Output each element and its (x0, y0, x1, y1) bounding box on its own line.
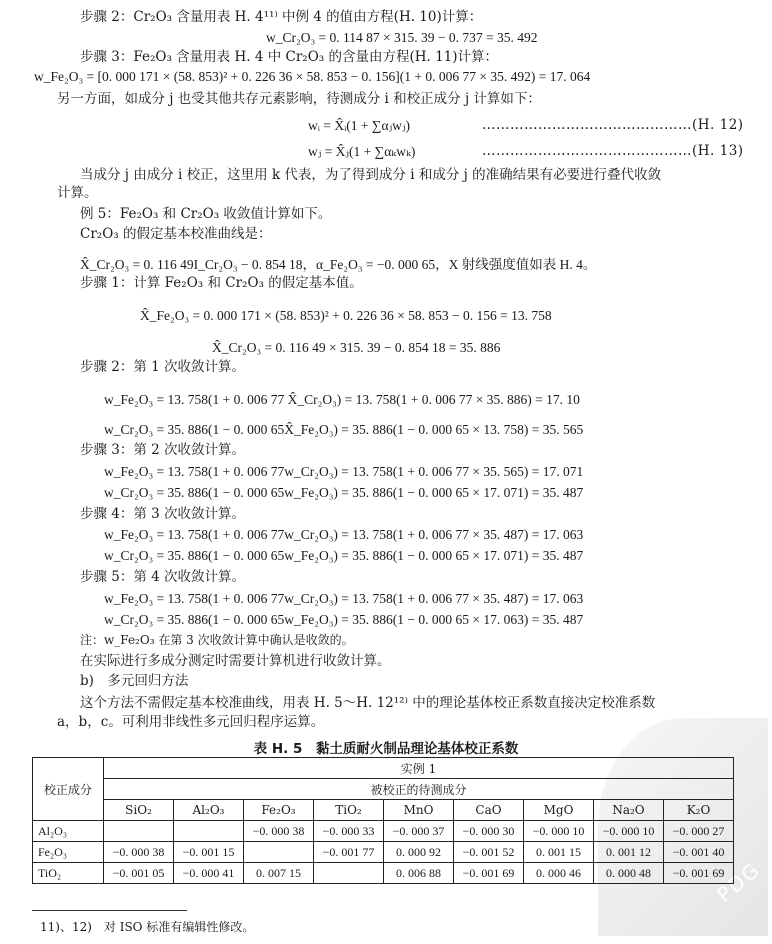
step4-heading: 步骤 4：第 3 次收敛计算。 (80, 506, 246, 522)
equation-x-fe2o3: X̂_Fe₂O₃ = 0. 000 171 × (58. 853)² + 0. 226 36 × 58. 853 − 0. 156 = 13. 758 (140, 308, 552, 323)
table-cell: 0. 000 46 (524, 863, 594, 884)
equation-h13-number: ………………………………………(H. 13) (482, 143, 744, 159)
step3b-heading: 步骤 3：第 2 次收敛计算。 (80, 442, 246, 458)
column-header: Na₂O (594, 800, 664, 821)
section-b-heading: b) 多元回归方法 (80, 673, 189, 689)
equation-h12: wᵢ = X̂ᵢ(1 + ∑αⱼwⱼ) (308, 118, 410, 133)
table-cell: 0. 000 92 (384, 842, 454, 863)
column-header: TiO₂ (314, 800, 384, 821)
table-row (33, 821, 734, 842)
row-header-cell: 校正成分 (33, 758, 104, 821)
step2-heading: 步骤 2：Cr₂O₃ 含量用表 H. 4¹¹⁾ 中例 4 的值由方程(H. 10)计算： (80, 9, 483, 25)
table-cell: 0. 001 15 (524, 842, 594, 863)
column-header: Fe₂O₃ (244, 800, 314, 821)
column-header: Al₂O₃ (174, 800, 244, 821)
table-cell (314, 863, 384, 884)
table-cell: −0. 000 10 (524, 821, 594, 842)
paragraph-iteration-end: 计算。 (57, 185, 98, 201)
table-cell: 0. 001 12 (594, 842, 664, 863)
table-cell: −0. 001 77 (314, 842, 384, 863)
column-header: K₂O (664, 800, 734, 821)
watermark-text: PDG (712, 857, 765, 907)
column-header: CaO (454, 800, 524, 821)
iter3-cr2o3: w_Cr₂O₃ = 35. 886(1 − 0. 000 65w_Fe₂O₃) = 35. 886(1 − 0. 000 65 × 17. 071) = 35. 487 (104, 548, 584, 563)
calibration-curve-equation: X̂_Cr₂O₃ = 0. 116 49I_Cr₂O₃ − 0. 854 18，α_Fe₂O₃ = −0. 000 65，X 射线强度值如表 H. 4。 (80, 257, 597, 272)
equation-h13: wⱼ = X̂ⱼ(1 + ∑αₖwₖ) (308, 144, 416, 159)
convergence-note: 注：w_Fe₂O₃ 在第 3 次收敛计算中确认是收敛的。 (80, 633, 354, 647)
equation-x-cr2o3: X̂_Cr₂O₃ = 0. 116 49 × 315. 39 − 0. 854 18 = 35. 886 (212, 340, 501, 355)
table-cell (104, 821, 174, 842)
table-cell: −0. 000 41 (174, 863, 244, 884)
table-cell: −0. 001 40 (664, 842, 734, 863)
iter3-fe2o3: w_Fe₂O₃ = 13. 758(1 + 0. 006 77w_Cr₂O₃) = 13. 758(1 + 0. 006 77 × 35. 487) = 17. 063 (104, 527, 584, 542)
table-caption: 表 H. 5 黏土质耐火制品理论基体校正系数 (253, 741, 519, 757)
table-cell: −0. 000 30 (454, 821, 524, 842)
iter2-fe2o3: w_Fe₂O₃ = 13. 758(1 + 0. 006 77w_Cr₂O₃) = 13. 758(1 + 0. 006 77 × 35. 565) = 17. 071 (104, 464, 584, 479)
equation-h12-number: ………………………………………(H. 12) (482, 117, 744, 133)
step5-heading: 步骤 5：第 4 次收敛计算。 (80, 569, 246, 585)
row-label: Fe₂O₃ (33, 842, 104, 863)
table-cell: −0. 001 69 (664, 863, 734, 884)
row-label: TiO₂ (33, 863, 104, 884)
paragraph-regression: 这个方法不需假定基本校准曲线，用表 H. 5～H. 12¹²⁾ 中的理论基体校正系数直接决定校准系数 (80, 695, 656, 711)
column-header: MgO (524, 800, 594, 821)
table-cell: −0. 000 37 (384, 821, 454, 842)
example5-heading: 例 5：Fe₂O₃ 和 Cr₂O₃ 收敛值计算如下。 (80, 206, 332, 222)
iter4-cr2o3: w_Cr₂O₃ = 35. 886(1 − 0. 000 65w_Fe₂O₃) = 35. 886(1 − 0. 000 65 × 17. 063) = 35. 487 (104, 612, 584, 627)
table-cell: −0. 000 27 (664, 821, 734, 842)
table-row (33, 842, 734, 863)
table-cell: 0. 007 15 (244, 863, 314, 884)
equation-cr2o3: w_Cr₂O₃ = 0. 114 87 × 315. 39 − 0. 737 = 35. 492 (266, 30, 538, 45)
paragraph-computer: 在实际进行多成分测定时需要计算机进行收敛计算。 (80, 653, 391, 669)
table-cell: −0. 001 15 (174, 842, 244, 863)
calibration-curve-label: Cr₂O₃ 的假定基本校准曲线是： (80, 226, 272, 242)
example-header: 实例 1 (104, 758, 734, 779)
table-cell: −0. 000 38 (244, 821, 314, 842)
column-header: SiO₂ (104, 800, 174, 821)
coefficient-table (32, 757, 734, 884)
paragraph-regression-end: a，b，c。可利用非线性多元回归程序运算。 (57, 714, 325, 730)
footnote: 11)、12) 对 ISO 标准有编辑性修改。 (40, 920, 255, 934)
table-cell: −0. 000 10 (594, 821, 664, 842)
table-cell (244, 842, 314, 863)
iter2-cr2o3: w_Cr₂O₃ = 35. 886(1 − 0. 000 65w_Fe₂O₃) = 35. 886(1 − 0. 000 65 × 17. 071) = 35. 487 (104, 485, 584, 500)
footnote-divider (32, 910, 187, 911)
step1-heading: 步骤 1：计算 Fe₂O₃ 和 Cr₂O₃ 的假定基本值。 (80, 275, 363, 291)
table-cell: −0. 000 33 (314, 821, 384, 842)
paragraph-iteration: 当成分 j 由成分 i 校正，这里用 k 代表，为了得到成分 i 和成分 j 的准确结果有必要进行叠代收敛 (80, 167, 662, 183)
step2b-heading: 步骤 2：第 1 次收敛计算。 (80, 359, 246, 375)
row-label: Al₂O₃ (33, 821, 104, 842)
table-cell: −0. 001 69 (454, 863, 524, 884)
table-cell: −0. 000 38 (104, 842, 174, 863)
iter1-cr2o3: w_Cr₂O₃ = 35. 886(1 − 0. 000 65X̂_Fe₂O₃) = 35. 886(1 − 0. 000 65 × 13. 758) = 35. 565 (104, 422, 584, 437)
iter1-fe2o3: w_Fe₂O₃ = 13. 758(1 + 0. 006 77 X̂_Cr₂O₃) = 13. 758(1 + 0. 006 77 × 35. 886) = 17. 10 (104, 392, 580, 407)
group-header: 被校正的待测成分 (104, 779, 734, 800)
equation-fe2o3: w_Fe₂O₃ = [0. 000 171 × (58. 853)² + 0. 226 36 × 58. 853 − 0. 156](1 + 0. 006 77 × 35. 492) = 17. 064 (34, 69, 591, 84)
paragraph-intro: 另一方面，如成分 j 也受其他共存元素影响，待测成分 i 和校正成分 j 计算如下： (57, 91, 541, 107)
table-cell: 0. 006 88 (384, 863, 454, 884)
table-cell: −0. 001 52 (454, 842, 524, 863)
table-row (33, 863, 734, 884)
table-cell (174, 821, 244, 842)
step3-heading: 步骤 3：Fe₂O₃ 含量用表 H. 4 中 Cr₂O₃ 的含量由方程(H. 11)计算： (80, 49, 499, 65)
iter4-fe2o3: w_Fe₂O₃ = 13. 758(1 + 0. 006 77w_Cr₂O₃) = 13. 758(1 + 0. 006 77 × 35. 487) = 17. 063 (104, 591, 584, 606)
column-header: MnO (384, 800, 454, 821)
table-cell: 0. 000 48 (594, 863, 664, 884)
table-cell: −0. 001 05 (104, 863, 174, 884)
